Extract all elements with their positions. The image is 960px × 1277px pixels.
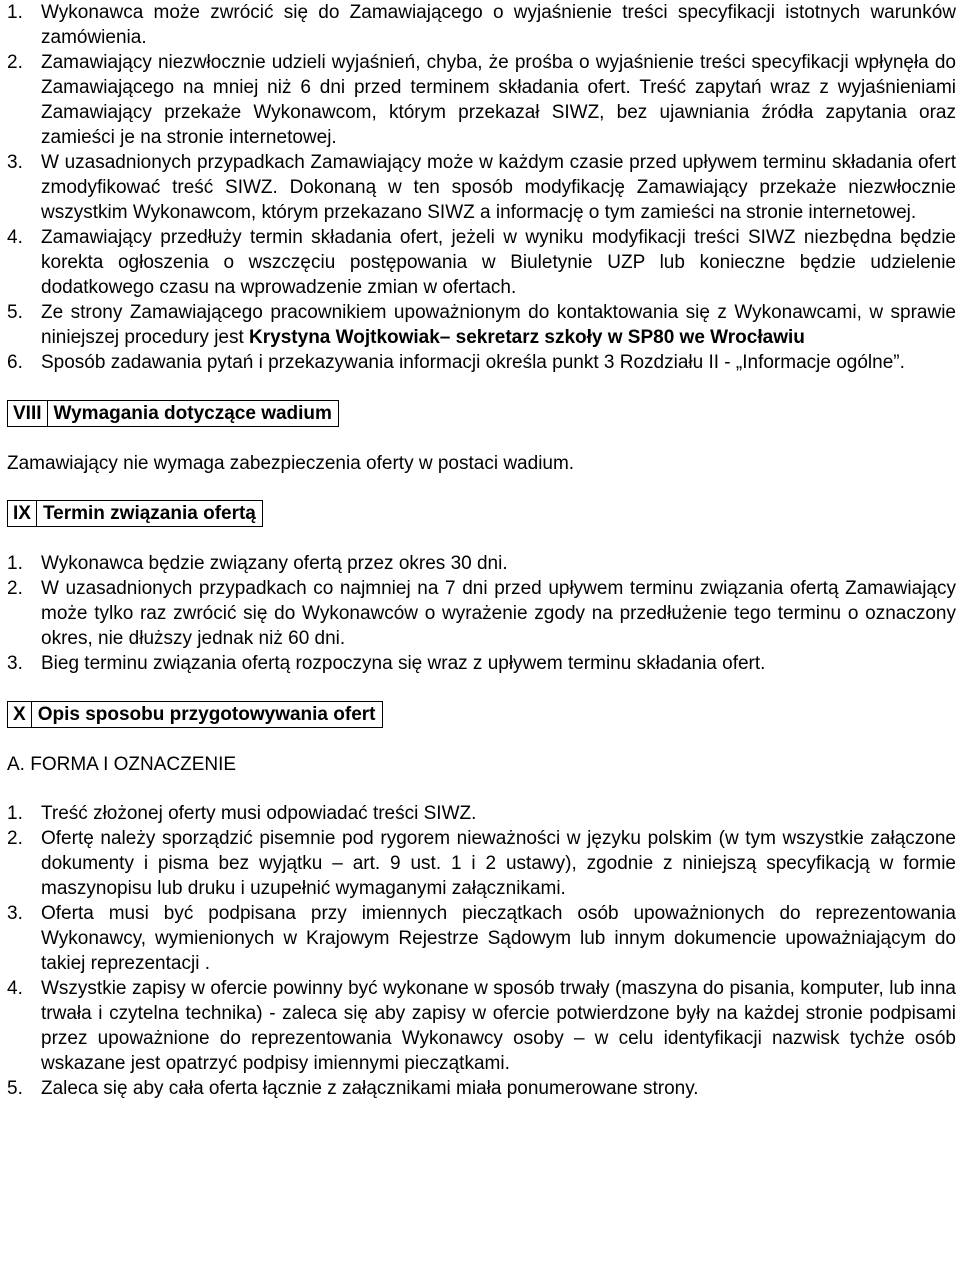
item-number: 5. — [7, 302, 23, 323]
list-item — [7, 901, 956, 976]
list-item — [7, 150, 956, 225]
section-title: Termin związania ofertą — [42, 503, 256, 524]
item-text: W uzasadnionych przypadkach co najmniej na 7 dni przed upływem terminu związania ofertą Zamawiający może tylko raz zwrócić się do Wykonawców o wyrażenie zgody na przedłużenie tego terminu o oznaczony okres, nie dłuższy jednak niż 60 dni. — [41, 578, 956, 649]
list-item — [7, 976, 956, 1076]
section-number: X — [8, 702, 32, 727]
item-text: Ofertę należy sporządzić pisemnie pod rygorem nieważności w języku polskim (w tym wszystkie załączone dokumenty i pisma bez wyjątku – art. 9 ust. 1 i 2 ustawy), zgodnie z niniejszą specyfikacją w formie maszynopisu lub druku i uzupełnić wymaganymi załącznikami. — [41, 828, 956, 899]
subsection-heading: A. FORMA I OZNACZENIE — [7, 754, 237, 775]
list-item — [7, 1076, 956, 1101]
list-item — [7, 551, 956, 576]
item-text: Zaleca się aby cała oferta łącznie z załącznikami miała ponumerowane strony. — [41, 1078, 699, 1099]
item-text: Wykonawca będzie związany ofertą przez okres 30 dni. — [41, 553, 508, 574]
section-number: VIII — [8, 401, 48, 426]
item-text: Sposób zadawania pytań i przekazywania informacji określa punkt 3 Rozdziału II - „Informacje ogólne”. — [41, 352, 905, 373]
section-9-list — [7, 551, 956, 676]
item-number: 1. — [7, 553, 23, 574]
section-heading-viii — [7, 400, 339, 427]
item-text: Zamawiający niezwłocznie udzieli wyjaśnień, chyba, że prośba o wyjaśnienie treści specyfikacji wpłynęła do Zamawiającego na mniej niż 6 dni przed terminem składania ofert. Treść zapytań wraz z wyjaśnieniami Zamawiający przekaże Wykonawcom, którym przekazał SIWZ, bez ujawniania źródła zapytania oraz zamieści je na stronie internetowej. — [41, 52, 956, 148]
item-number: 3. — [7, 903, 23, 924]
list-item — [7, 300, 956, 350]
list-item — [7, 651, 956, 676]
item-number: 4. — [7, 227, 23, 248]
section-heading-ix — [7, 500, 263, 527]
list-item — [7, 50, 956, 150]
section-title: Wymagania dotyczące wadium — [53, 403, 332, 424]
item-number: 6. — [7, 352, 23, 373]
section-title: Opis sposobu przygotowywania ofert — [37, 704, 376, 725]
item-text-plain: Ze strony Zamawiającego pracownikiem upoważnionym do kontaktowania się z Wykonawcami, w sprawie niniejszej procedury jest — [41, 302, 956, 348]
contact-person: Krystyna Wojtkowiak– sekretarz szkoły w SP80 we Wrocławiu — [249, 327, 805, 348]
item-text: Wykonawca może zwrócić się do Zamawiającego o wyjaśnienie treści specyfikacji istotnych warunków zamówienia. — [41, 2, 956, 48]
item-number: 2. — [7, 578, 23, 599]
list-item — [7, 576, 956, 651]
item-text — [41, 300, 956, 350]
item-number: 2. — [7, 52, 23, 73]
section-number: IX — [8, 501, 37, 526]
wadium-text: Zamawiający nie wymaga zabezpieczenia oferty w postaci wadium. — [7, 453, 575, 474]
list-item — [7, 826, 956, 901]
item-number: 3. — [7, 152, 23, 173]
section-heading-x — [7, 701, 383, 728]
item-number: 2. — [7, 828, 23, 849]
item-number: 4. — [7, 978, 23, 999]
item-number: 1. — [7, 803, 23, 824]
list-item — [7, 225, 956, 300]
item-number: 5. — [7, 1078, 23, 1099]
item-text: Bieg terminu związania ofertą rozpoczyna się wraz z upływem terminu składania ofert. — [41, 653, 766, 674]
item-text: W uzasadnionych przypadkach Zamawiający może w każdym czasie przed upływem terminu składania ofert zmodyfikować treść SIWZ. Dokonaną w ten sposób modyfikację Zamawiający przekaże niezwłocznie wszystkim Wykonawcom, którym przekazano SIWZ a informację o tym zamieści na stronie internetowej. — [41, 152, 956, 223]
section-10-list — [7, 801, 956, 1101]
item-text: Zamawiający przedłuży termin składania ofert, jeżeli w wyniku modyfikacji treści SIWZ niezbędna będzie korekta ogłoszenia o wszczęciu postępowania w Biuletynie UZP lub konieczne będzie udzielenie dodatkowego czasu na wprowadzenie zmian w ofertach. — [41, 227, 956, 298]
list-item — [7, 801, 956, 826]
item-number: 3. — [7, 653, 23, 674]
section-7-list — [7, 0, 956, 375]
item-number: 1. — [7, 2, 23, 23]
item-text: Treść złożonej oferty musi odpowiadać treści SIWZ. — [41, 803, 477, 824]
item-text: Oferta musi być podpisana przy imiennych pieczątkach osób upoważnionych do reprezentowania Wykonawcy, wymienionych w Krajowym Rejestrze Sądowym lub innym dokumencie upoważniającym do takiej reprezentacji . — [41, 903, 956, 974]
list-item — [7, 0, 956, 50]
list-item — [7, 350, 956, 375]
item-text: Wszystkie zapisy w ofercie powinny być wykonane w sposób trwały (maszyna do pisania, komputer, lub inna trwała i czytelna technika) - zaleca się aby zapisy w ofercie potwierdzone były na każdej stronie podpisami przez upoważnione do reprezentowania Wykonawcy osoby – w celu identyfikacji nazwisk tychże osób wskazane jest opatrzyć podpisy imiennymi pieczątkami. — [41, 978, 956, 1074]
